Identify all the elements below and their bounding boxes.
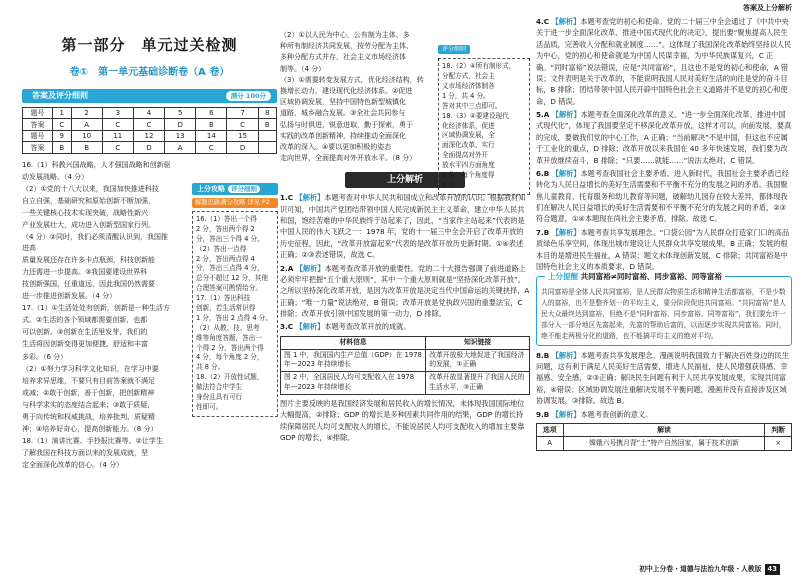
key-cell [258,142,276,154]
tip-title [545,271,725,283]
answer-bar-score: 满分 100分 [226,91,271,101]
answer-line: 多种分配方式并存，社会主义市场经济体 [280,53,406,62]
option-cell: A [537,437,564,451]
answer-bar-label: 答案及评分细则 [32,90,88,100]
key-cell: 14 [196,130,227,142]
material-head [281,336,530,349]
answer-line: 弘扬与时俱进，锐意进取，勤于探索，勇于 [280,120,413,129]
item-number: 6.B [536,168,552,178]
scoring-line: （2）从教、技、思考 [196,323,260,332]
answer-line: 制等。（4 分） [280,64,326,73]
item-text: 本题考查改革开放的重要性。党的二十大报告强调了前进道路上必须牢牢把握“五个重大原则”，其中一个重大原则就是“坚持深化改革开放”。之所以坚持深化改革开放，是因为改革开放是决定当代中国命运的关键抉择，A 正确；“唯一力量”说法绝对，B 错误；改革开放是党执政兴国的重要法宝，C 排除；改革开放引领中国发展的第一动力，D 排除。 [280,263,530,318]
material-cell: 图 1 中，我国国内生产总值（GDP）在 1978 年—2023 年持续增长 [281,349,426,372]
material-cell: 图 2 中，全国居民人均可支配收入在 1978 年—2023 年持续增长 [281,372,426,395]
box-tag: 评分细则 [438,45,470,54]
answer-line: 与科学求实的态度结合起来；③敢于质疑， [22,400,155,409]
analysis-item [280,321,530,332]
item-tag: 【解析】 [551,17,581,26]
scoring-line: 面深化改革，实行 [442,141,495,150]
item-number: 2.A [280,263,296,273]
answer-line: 定全面深化改革的信心。（4 分） [22,460,124,469]
key-cell: 11 [102,130,133,142]
scoring-line: 化经济体系，促进 [442,121,495,130]
part-title: 第一部分 单元过关检测 [61,36,238,54]
scoring-line: 18.（3）④要建设现代 [442,111,509,120]
item-number: 1.C [280,193,296,203]
scoring-line: 2 分，每个角度得 [442,170,495,179]
material-row [281,372,530,395]
strategy-tag-label: 上分攻略 [197,185,225,193]
scoring-line: 2 分。 [442,180,462,189]
material-row [281,349,530,372]
answer-line: 或减；②敢于创新，善于创新，把创新精神 [22,388,155,397]
answer-line: 可以创新。③创新在生活里发芽，我们的 [22,328,148,337]
answer-line: 走向世界，全面提高对外开放水平。（8 分） [280,154,417,163]
scoring-line: 身份且具有可行 [196,393,243,402]
answers-section [22,160,172,471]
column-middle [280,0,530,445]
item-tag: 【解析】 [551,110,581,119]
answer-line: 质量发展还存在许多卡点瓶颈，科技创新能 [22,256,155,265]
key-cell: 12 [133,130,164,142]
scoring-line: 合理答案可酌情给分。 [196,284,262,293]
answer-line: 动发展战略。（4 分） [22,172,89,181]
key-row-label: 答案 [23,142,53,154]
scoring-line: 1 分，答出 2 点得 4 分。 [196,313,272,322]
key-cell: 10 [71,130,102,142]
key-cell: C [133,119,164,131]
key-cell: 15 [227,130,258,142]
page-number: 43 [765,564,780,575]
answer-bar [22,89,277,103]
answer-line: 16.（1）科教兴国战略，人才强国战略和创新驱 [22,160,171,169]
section-title: 上分解析 [345,172,465,188]
answer-line: 神；④培养好奇心，提高创新能力。（8 分） [22,424,158,433]
scoring-line: 维等角度答题，答出一 [196,333,262,342]
scoring-line: 答对其中三点即可。 [442,101,502,110]
option-header: 选项 [537,423,564,437]
key-cell: B [258,119,276,131]
box-body [438,58,530,195]
scoring-line: 16.（1）答出一个得 [196,215,257,223]
item-text: 本题考查共享发展理念。“口袋公园”为人民群众打造家门口的高品质绿色乐享空间，体现出城市建设让人民群众共享发展成果，B 正确；发展的根本目的是增进民生福祉，A 错误；题文未体现创新发展，C 排除；共同富裕是中国特色社会主义的本质要求，D 错误。 [536,227,790,271]
scoring-line: 2 分，答出两个得 2 [196,224,255,233]
key-cell: 13 [165,130,196,142]
option-row [537,437,792,451]
option-cell: 嫦娥六号携月背“土”特产自然回家，属于技术创新 [563,437,765,451]
item-text: 本题考查党的初心和使命。党的二十届三中全会通过了《中共中央关于进一步全面深化改革、推进中国式现代化的决定》，提出要“聚焦提高人民生活品质，完善收入分配和就业制度……”。这体现了我国深化改革始终坚持以人民为中心，党的初心和使命就是为中国人民谋幸福，为中华民族谋复兴，C 正确。“同时富裕”说法错误，应是“共同富裕”，且这也不是党的初心和使命，A 错误；文件表明是关于改革的，不能说明我国人民对美好生活的向往是党的奋斗目标，B 排除；团结带领中国人民开辟中国特色社会主义道路并不是党的初心和使命，D 错误。 [536,17,792,106]
strategy-tag [192,183,278,195]
key-cell: 5 [165,107,196,119]
scoring-line: 全面提高对外开 [442,151,489,160]
column-left [22,0,277,472]
key-cell: 1 [53,107,72,119]
answer-line: 18.（1）演讲比赛、手抄报比赛等。②让学生 [22,436,163,445]
analysis-item [536,409,792,420]
item-text: 本题考查我国社会主要矛盾。进入新时代，我国社会主要矛盾已经转化为人民日益增长的美好生活需要和不平衡不充分的发展之间的矛盾。我国聚焦儿童教育、托育服务和幼儿教育等问题，破解幼儿园存在较大差异，都体现我们在解决人民日益增长的美好生活需要和不平衡不充分的发展之间的矛盾，②③符合题意，①④本题现在尚社会主要矛盾，排除。故选 C。 [536,168,789,224]
key-cell: D [165,119,196,131]
scoring-line: 做法符合中学生 [196,383,243,392]
item-tag: 【解析】 [551,168,581,178]
answer-line: 自立自强，基础研究和原始创新不断加强， [22,196,155,205]
key-cell: D [227,142,258,154]
analysis-item [536,109,792,166]
scoring-details [192,211,278,417]
material-header: 材料信息 [281,336,426,349]
item-tag: 【解析】 [295,263,325,273]
answer-line: 多彩。（6 分） [22,352,68,361]
scoring-line: 18.（2）④所有制形式， [442,62,516,71]
key-cell: A [71,119,102,131]
key-row-label: 题号 [23,130,53,142]
option-head [537,423,792,437]
answer-line: 换增长动力，建设现代化经济体系。②促进 [280,86,413,95]
analysis-item [536,16,792,107]
key-row [23,119,277,131]
answer-line: 勇于向传统和权威挑战，培养批判、质疑精 [22,412,155,421]
scoring-line: 共 8 分。 [196,363,225,372]
scoring-line: 放水平四方面角度 [442,161,495,170]
answer-line: 了解我国在科技方面以来的发展成就，坚 [22,448,148,457]
analysis-item [536,227,792,273]
answer-line: 种所有制经济共同发展，按劳分配为主体、 [280,42,413,51]
scoring-line: 创新，若生活常识得 [196,304,256,313]
scoring-line: 总分不超过 12 分，其他 [196,274,268,283]
item-text: 本题考查共享发展理念。漫画说明我国致力于解决百姓身边的民生问题，这有利于满足人民美好生活需要，增进人民福祉，使人民增强获得感、幸福感、安全感，②③正确；解决民生问题有利于人民共享发展成果，实现共同富裕，④错误；区域协调发展注重解决发展不平衡问题，漫画并没有直接涉及区域协调发展，③排除。故选 B。 [536,350,789,406]
material-cell: 改革开放显著提升了我国人民的生活水平，③正确 [426,372,530,395]
answer-line: 式。②生活的各个领域都需要创新，也都 [22,316,148,325]
item-number: 5.A [536,110,552,119]
scoring-line: 性即可。 [196,402,223,411]
answer-line: 产业发展壮大，成功进入创新型国家行列。 [22,220,155,229]
analysis-item [280,192,530,260]
answer-line: （3）①需要转变发展方式，优化经济结构，转 [280,75,424,84]
footer-text: 初中上分卷・道德与法治九年级・人教版 [639,565,762,574]
item-number: 8.B [536,350,552,360]
key-row [23,107,277,119]
item-text: 本题考查改革开放的成就。 [324,322,411,332]
scoring-line: 1 分，共 4 分。 [442,91,490,100]
key-row-label: 答案 [23,119,53,131]
scoring-line: 4 分，每个角度 2 分， [196,353,264,362]
item-tag: 【解析】 [551,227,581,237]
answer-line: 17.（1）①生活处处有创新，创新是一种生活方 [22,304,170,313]
strategy-tag-inner: 评分细则 [228,185,260,193]
key-cell: 3 [102,107,133,119]
option-header: 解读 [563,423,765,437]
key-cell: C [102,142,133,154]
answer-line: 进一步推进创新发展。（4 分） [22,292,117,301]
analysis-item [536,350,792,407]
analysis-list-right-2 [536,350,792,420]
scoring-line: 18.（2）开放性试题， [196,373,264,382]
key-cell: C [53,119,72,131]
item-text: 本题考查创新的意义。 [580,409,653,419]
analysis-list [280,192,530,333]
item-number: 4.C [536,17,552,26]
answer-line: （2）①党的十八大以来，我国加快推进科技 [22,184,159,193]
key-cell: B [53,142,72,154]
material-table [280,336,530,395]
analysis-list-right [536,16,792,272]
key-cell: 9 [53,130,72,142]
answer-line: 改革的深入。④要以更加积极的姿态 [280,142,392,151]
key-cell: 8 [258,107,276,119]
exam-subtitle: 卷① 第一单元基础诊断卷（A 卷） [69,67,230,79]
key-cell: C [227,119,258,131]
answer-line: 生活将因创新变得更加便捷、舒适和丰富 [22,340,148,349]
q19-answer [280,30,430,164]
analysis-item [536,168,792,225]
analysis-item [280,263,530,320]
key-row [23,142,277,154]
item-tag: 【解析】 [295,193,325,203]
key-cell: 7 [227,107,258,119]
key-cell: 6 [196,107,227,119]
answer-line: 培养求异思维，不要只有目前答案就不满足 [22,376,155,385]
tip-title-label: 上分提醒 [548,272,578,282]
answer-line: 区域协调发展，坚持中国特色新型城镇化 [280,98,406,107]
answer-line: 力还需进一步提高。③我国要建设世界科 [22,268,148,277]
item-number: 3.C [280,322,296,332]
scoring-line: （2）答出一点得 [196,244,247,253]
scoring-line: 2 分，答出两点得 4 [196,254,255,263]
answer-line: 道路，城乡融合发展。③全社会共同参与 [280,109,406,118]
column-right [536,16,792,451]
item-tag: 【解析】 [551,409,581,419]
material-header: 知识链接 [426,336,530,349]
answer-line: （2）①努力学习科学文化知识，在学习中要 [22,364,159,373]
scoring-line: 17.（1）答出科技 [196,294,251,303]
key-cell [258,130,276,142]
answer-line: 一些关键核心技术实现突破，战略性新兴 [22,208,148,217]
item-text: 本题考查对中华人民共和国成立和改革开放的认识。根据教材知识可知，中国共产党团结带领中国人民完成新民主主义革命，建立中华人民共和国，饱经苦难的中华民族终于站起来了，因此，“当家作主站起来”代表的是中国人民的伟大飞跃之一：1978 年，党的十一届三中全会开启了改革开放的历史征程，因此，“改革开放富起来”代表的是改革开放历史新时期。①④表述正确；②③表述错误，故选 C。 [280,193,526,260]
item-tag: 【解析】 [295,322,325,332]
answer-line: 实践的改革创新精神，持续推动全面深化 [280,131,406,140]
item-number: 9.B [536,409,552,419]
key-cell: 4 [133,107,164,119]
q3-continued: 图片主要反映的是我国经济发展和居民收入的增长情况，未体现我国国际地位大幅提高，②排除；GDP 的增长是多种因素共同作用的结果，GDP 的增长持续保障居民人均可支配收入的增长，不能说居民人均可支配收入的增加主要靠 GDP 的增长，④排除。 [280,398,525,443]
scoring-line: 个得 2 分，答出两个得 [196,343,264,352]
key-cell: 2 [71,107,102,119]
scoring-box-2 [438,44,530,195]
key-cell: D [133,142,164,154]
answer-line: （2）①以人民为中心，公有制为主体、多 [280,31,410,39]
item-text: 本题考查全面深化改革的意义。“进一步全面深化改革、推进中国式现代化”，体现了我国要坚定不移深化改革开放，这样才可以，向前发展，要真的完成，要做我们党的中心工作，A 正确；“当前解决”不是中国，但这也不应属于工业化的重点，D 排除；改革开放以来我国在 40 多年快速发展，我们要为改革开放继续奋斗，B 排除；“只要……就能……”说法太绝对，C 错误。 [536,110,792,165]
header-tag: 答案及上分解析 [743,4,792,12]
scoring-line: 分，答出三个得 4 分。 [196,234,264,243]
key-row [23,130,277,142]
scoring-sidebox [192,183,278,417]
strategy-sub: 解题思路满分攻略 详见 P2 [192,198,278,208]
answer-line: 技创新强国，任重道远，因此我国仍然需要 [22,280,155,289]
key-cell: C [102,119,133,131]
scoring-line: 分配方式，社会主 [442,72,495,81]
scoring-line: 义市场经济体制各 [442,81,495,90]
footer [639,564,780,575]
item-tag: 【解析】 [551,350,581,360]
item-number: 7.B [536,227,552,237]
answer-key-table [22,107,277,154]
material-cell: 改革开放极大地促进了我国经济的发展，①正确 [426,349,530,372]
key-row-label: 题号 [23,107,53,119]
tip-box [536,272,792,345]
option-cell: × [765,437,792,451]
scoring-line: 区域协调发展，全 [442,131,495,140]
tip-body: 共同富裕是全体人民共同富裕，是人民群众物质生活和精神生活都富裕，不是少数人的富裕，也不是整齐划一的平均主义，要分阶段促进共同富裕。“共同富裕”是人民大众最终达到富裕，但绝不是“同时富裕、同步富裕、同等富裕”，我们要允许一部分人一部分地区先富起来，先富的帮助后富的，以而逐步实现共同富裕。同时，绝不能走两极分化的道路，也不能搞平均主义的绝对平均。 [541,288,786,340]
key-cell: B [71,142,102,154]
scoring-line: 分，答出三点得 4 分， [196,264,264,273]
option-table [536,423,792,451]
key-cell: B [196,119,227,131]
key-cell: C [196,142,227,154]
key-cell: A [165,142,196,154]
answer-line: （4 分）②同时，我们必须清醒认识到，我国推进高 [22,233,168,253]
tip-title-topic: 共同富裕≠同时富裕、同步富裕、同等富裕 [580,272,722,282]
option-header: 判断 [765,423,792,437]
